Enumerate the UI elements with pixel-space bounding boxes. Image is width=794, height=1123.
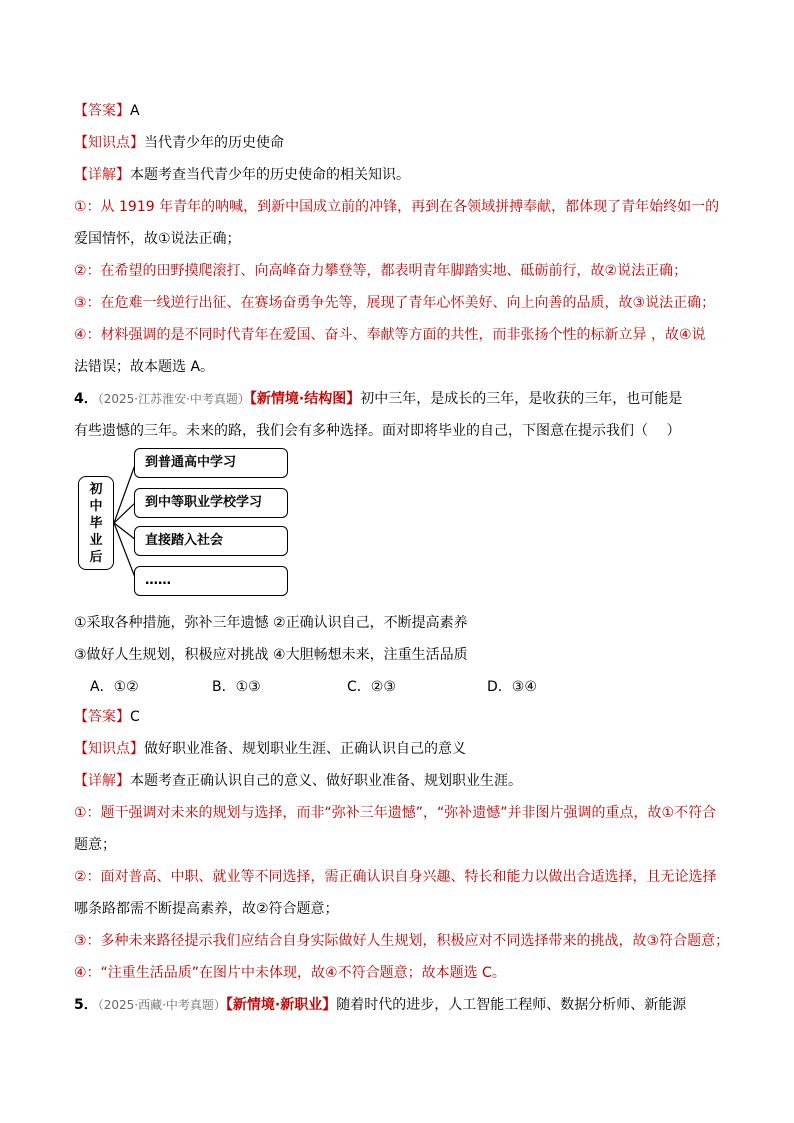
option-d: D．③④ bbox=[487, 679, 537, 695]
choice-3: ③做好人生规划，积极应对挑战 bbox=[74, 647, 269, 663]
question-stem: 随着时代的进步，人工智能工程师、数据分析师、新能源 bbox=[336, 997, 687, 1013]
q3-item4-line2: 法错误；故本题选 A。 bbox=[74, 359, 215, 375]
q4-choices-line2 bbox=[74, 645, 468, 665]
root-char: 初 bbox=[89, 481, 103, 497]
q3-item2: ②：在希望的田野摸爬滚打、向高峰奋力攀登等，都表明青年脚踏实地、砥砺前行，故②说法正确； bbox=[74, 263, 688, 279]
detail-text: 本题考查正确认识自己的意义、做好职业准备、规划职业生涯。 bbox=[130, 773, 522, 789]
answer-tag: 【答案】 bbox=[74, 709, 130, 725]
q3-item1-line1: ①：从 1919 年青年的呐喊，到新中国成立前的冲锋，再到在各领域拼搏奉献，都体现了青年始终如一的 bbox=[74, 199, 720, 215]
root-char: 后 bbox=[89, 549, 103, 565]
root-char: 中 bbox=[89, 498, 103, 514]
q4-choices-line1 bbox=[74, 613, 468, 633]
answer-value: A bbox=[130, 103, 140, 119]
q3-detail-line bbox=[74, 165, 410, 185]
question-source: （2025·江苏淮安·中考真题） bbox=[97, 392, 250, 406]
diagram-branch: 到普通高中学习 bbox=[134, 448, 288, 478]
diagram-branch: 直接踏入社会 bbox=[134, 526, 288, 556]
q4-ex1-line2: 题意； bbox=[74, 837, 116, 853]
option-c: C．②③ bbox=[347, 679, 396, 695]
knowledge-text: 做好职业准备、规划职业生涯、正确认识自己的意义 bbox=[144, 741, 466, 757]
knowledge-tag: 【知识点】 bbox=[74, 135, 144, 151]
answer-tag: 【答案】 bbox=[74, 103, 130, 119]
choice-4: ④大胆畅想未来，注重生活品质 bbox=[273, 647, 468, 663]
question-number: 4． bbox=[74, 391, 98, 407]
q4-detail-line bbox=[74, 771, 522, 791]
detail-tag: 【详解】 bbox=[74, 167, 130, 183]
structure-diagram bbox=[74, 440, 294, 600]
root-char: 毕 bbox=[89, 515, 103, 531]
choice-1: ①采取各种措施，弥补三年遗憾 bbox=[74, 615, 269, 631]
q4-stem-line2: 有些遗憾的三年。未来的路，我们会有多种选择。面对即将毕业的自己，下图意在提示我们（ ） bbox=[74, 423, 681, 439]
q4-ex1-line1: ①：题干强调对未来的规划与选择，而非“弥补三年遗憾”，“弥补遗憾”并非图片强调的重点，故①不符合 bbox=[74, 805, 717, 821]
detail-tag: 【详解】 bbox=[74, 773, 130, 789]
q4-ex4: ④：“注重生活品质”在图片中未体现，故④不符合题意；故本题选 C。 bbox=[74, 965, 506, 981]
knowledge-text: 当代青少年的历史使命 bbox=[144, 135, 284, 151]
q4-answer-line bbox=[74, 707, 140, 727]
diagram-root bbox=[78, 476, 114, 570]
q4-knowledge-line bbox=[74, 739, 466, 759]
q4-ex2-line2: 哪条路都需不断提高素养，故②符合题意； bbox=[74, 901, 339, 917]
root-char: 业 bbox=[89, 532, 103, 548]
q3-item4-line1: ④：材料强调的是不同时代青年在爱国、奋斗、奉献等方面的共性，而非张扬个性的标新立异 ，故④说 bbox=[74, 327, 706, 343]
detail-text: 本题考查当代青少年的历史使命的相关知识。 bbox=[130, 167, 410, 183]
question-number: 5． bbox=[74, 997, 98, 1013]
q5-stem-line1 bbox=[74, 995, 686, 1015]
choice-2: ②正确认识自己，不断提高素养 bbox=[273, 615, 468, 631]
option-b: B．①③ bbox=[212, 679, 261, 695]
question-tag: 【新情境·结构图】 bbox=[249, 391, 361, 407]
q3-item3: ③：在危难一线逆行出征、在赛场奋勇争先等，展现了青年心怀美好、向上向善的品质，故③说法正确； bbox=[74, 295, 716, 311]
answer-value: C bbox=[130, 709, 140, 725]
q4-ex3: ③：多种未来路径提示我们应结合自身实际做好人生规划，积极应对不同选择带来的挑战，故③符合题意； bbox=[74, 933, 730, 949]
q4-stem-line1 bbox=[74, 389, 682, 409]
knowledge-tag: 【知识点】 bbox=[74, 741, 144, 757]
question-source: （2025·西藏·中考真题） bbox=[97, 998, 226, 1012]
q3-answer-line bbox=[74, 101, 140, 121]
diagram-branch: …… bbox=[134, 566, 288, 596]
diagram-branch: 到中等职业学校学习 bbox=[134, 488, 288, 518]
q4-ex2-line1: ②：面对普高、中职、就业等不同选择，需正确认识自身兴趣、特长和能力以做出合适选择，且无论选择 bbox=[74, 869, 717, 885]
q3-knowledge-line bbox=[74, 133, 284, 153]
question-stem: 初中三年，是成长的三年，是收获的三年，也可能是 bbox=[360, 391, 683, 407]
option-a: A．①② bbox=[90, 679, 139, 695]
q3-item1-line2: 爱国情怀，故①说法正确； bbox=[74, 231, 241, 247]
question-tag: 【新情境·新职业】 bbox=[225, 997, 337, 1013]
